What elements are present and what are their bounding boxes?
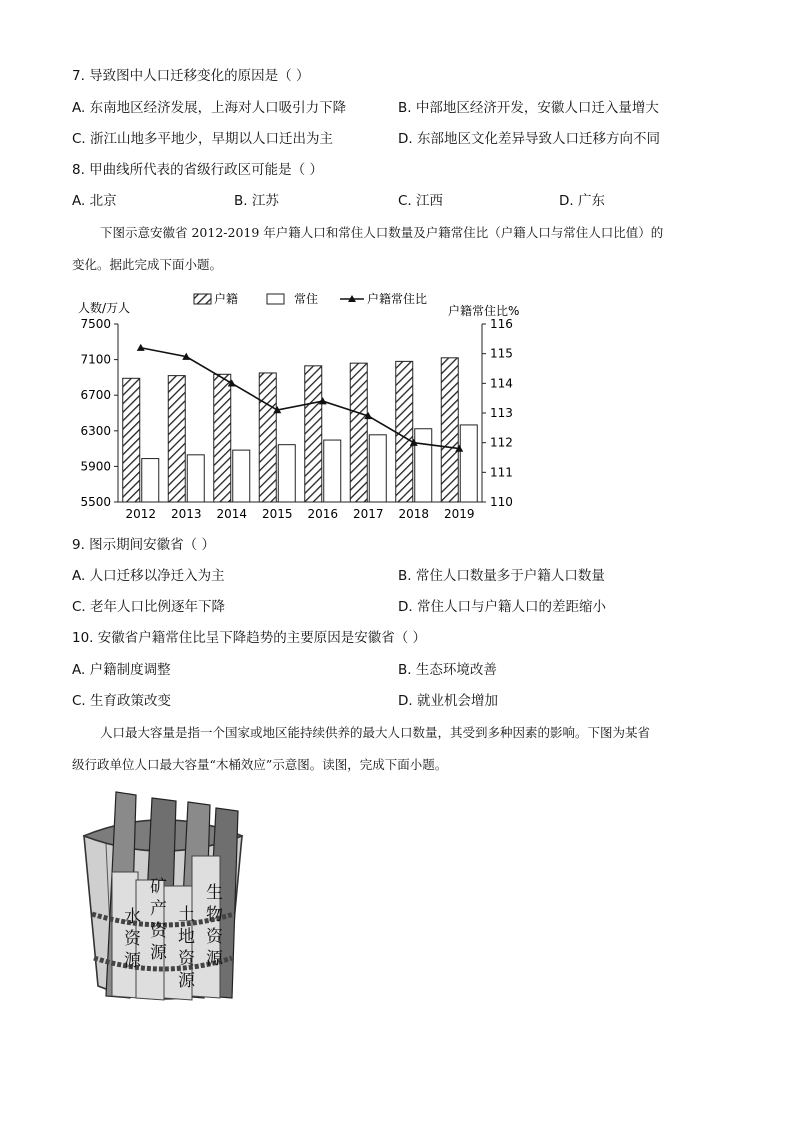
bucket-stave-label: 生物资源 bbox=[206, 883, 223, 969]
bar-huji-2012 bbox=[123, 378, 140, 502]
bar-changzhu-2016 bbox=[324, 440, 341, 502]
y-tick-label-right: 112 bbox=[490, 435, 513, 450]
q7-option-b: B. 中部地区经济开发，安徽人口迁入量增大 bbox=[398, 100, 659, 116]
intro2-line2: 级行政单位人口最大容量“木桶效应”示意图。读图，完成下面小题。 bbox=[72, 757, 448, 772]
y-tick-label-right: 115 bbox=[490, 346, 513, 361]
q10-option-b: B. 生态环境改善 bbox=[398, 662, 497, 678]
x-tick-label-2019: 2019 bbox=[443, 507, 475, 521]
q9-option-c: C. 老年人口比例逐年下降 bbox=[72, 599, 226, 615]
q7-option-d: D. 东部地区文化差异导致人口迁移方向不同 bbox=[398, 131, 660, 147]
x-tick-label-2018: 2018 bbox=[398, 507, 430, 521]
bar-changzhu-2019 bbox=[460, 425, 477, 502]
q9-stem: 9. 图示期间安徽省（ ） bbox=[72, 537, 215, 553]
point-ratio-2012 bbox=[137, 344, 145, 351]
y-tick-label-left: 5900 bbox=[80, 459, 111, 474]
y-tick-label-right: 116 bbox=[490, 317, 513, 331]
q8-option-a: A. 北京 bbox=[72, 193, 117, 209]
bar-changzhu-2017 bbox=[369, 435, 386, 502]
bar-huji-2013 bbox=[168, 376, 185, 502]
legend-label-changzhu: 常住 bbox=[294, 292, 319, 306]
y-tick-label-left: 7500 bbox=[80, 317, 111, 331]
bar-changzhu-2012 bbox=[142, 459, 159, 502]
x-tick-label-2016: 2016 bbox=[307, 507, 339, 521]
q9-option-a: A. 人口迁移以净迁入为主 bbox=[72, 568, 225, 584]
intro1-line2: 变化。据此完成下面小题。 bbox=[72, 257, 223, 272]
y-tick-label-right: 113 bbox=[490, 406, 513, 420]
y-tick-label-left: 7100 bbox=[80, 352, 111, 367]
q7-option-a: A. 东南地区经济发展，上海对人口吸引力下降 bbox=[72, 100, 347, 116]
bar-changzhu-2014 bbox=[233, 450, 250, 502]
intro1-line1: 下图示意安徽省 2012-2019 年户籍人口和常住人口数量及户籍常住比（户籍人口与常住人口比值）的 bbox=[100, 225, 664, 240]
q8-option-b: B. 江苏 bbox=[234, 193, 279, 209]
y-tick-label-right: 110 bbox=[490, 495, 513, 509]
bar-changzhu-2013 bbox=[187, 455, 204, 502]
population-chart bbox=[70, 286, 540, 522]
bucket-stave-label: 水资源 bbox=[124, 907, 141, 971]
q10-option-a: A. 户籍制度调整 bbox=[72, 662, 171, 678]
bar-changzhu-2018 bbox=[415, 429, 432, 502]
q8-option-d: D. 广东 bbox=[559, 193, 605, 209]
bucket-stave-label: 土地资源 bbox=[178, 905, 195, 991]
x-tick-label-2017: 2017 bbox=[352, 507, 384, 521]
bucket-stave-label: 矿产资源 bbox=[150, 877, 167, 963]
bar-huji-2016 bbox=[305, 366, 322, 502]
y-tick-label-left: 6300 bbox=[80, 423, 111, 438]
q7-option-c: C. 浙江山地多平地少，早期以人口迁出为主 bbox=[72, 131, 334, 147]
chart-legend bbox=[194, 291, 427, 306]
y-tick-label-left: 5500 bbox=[80, 495, 111, 509]
y-axis-label-left: 人数/万人 bbox=[78, 301, 131, 315]
bar-huji-2017 bbox=[350, 363, 367, 502]
bar-huji-2015 bbox=[259, 373, 276, 502]
q8-option-c: C. 江西 bbox=[398, 193, 444, 209]
q10-stem: 10. 安徽省户籍常住比呈下降趋势的主要原因是安徽省（ ） bbox=[72, 630, 427, 646]
x-tick-label-2013: 2013 bbox=[170, 507, 202, 521]
y-axis-label-right: 户籍常住比% bbox=[448, 304, 520, 318]
y-tick-label-right: 114 bbox=[490, 376, 513, 391]
x-tick-label-2012: 2012 bbox=[125, 507, 157, 521]
bar-huji-2019 bbox=[441, 358, 458, 502]
q10-option-d: D. 就业机会增加 bbox=[398, 693, 498, 709]
bucket-effect-illustration bbox=[78, 786, 248, 1014]
intro2-line1: 人口最大容量是指一个国家或地区能持续供养的最大人口数量，其受到多种因素的影响。下图为某省 bbox=[100, 725, 651, 740]
y-tick-label-right: 111 bbox=[490, 465, 513, 480]
x-tick-label-2014: 2014 bbox=[216, 507, 248, 521]
q7-stem: 7. 导致图中人口迁移变化的原因是（ ） bbox=[72, 68, 310, 84]
legend-swatch-changzhu bbox=[267, 294, 284, 304]
bar-huji-2014 bbox=[214, 374, 231, 502]
legend-label-huji: 户籍 bbox=[214, 292, 239, 306]
q9-option-d: D. 常住人口与户籍人口的差距缩小 bbox=[398, 599, 606, 615]
y-tick-label-left: 6700 bbox=[80, 388, 111, 403]
x-tick-label-2015: 2015 bbox=[261, 507, 293, 521]
legend-swatch-huji bbox=[194, 294, 211, 304]
q9-option-b: B. 常住人口数量多于户籍人口数量 bbox=[398, 568, 605, 584]
bar-huji-2018 bbox=[396, 361, 413, 502]
bar-changzhu-2015 bbox=[278, 445, 295, 502]
legend-label-ratio: 户籍常住比 bbox=[367, 292, 428, 306]
q10-option-c: C. 生育政策改变 bbox=[72, 693, 172, 709]
q8-stem: 8. 甲曲线所代表的省级行政区可能是（ ） bbox=[72, 162, 323, 178]
